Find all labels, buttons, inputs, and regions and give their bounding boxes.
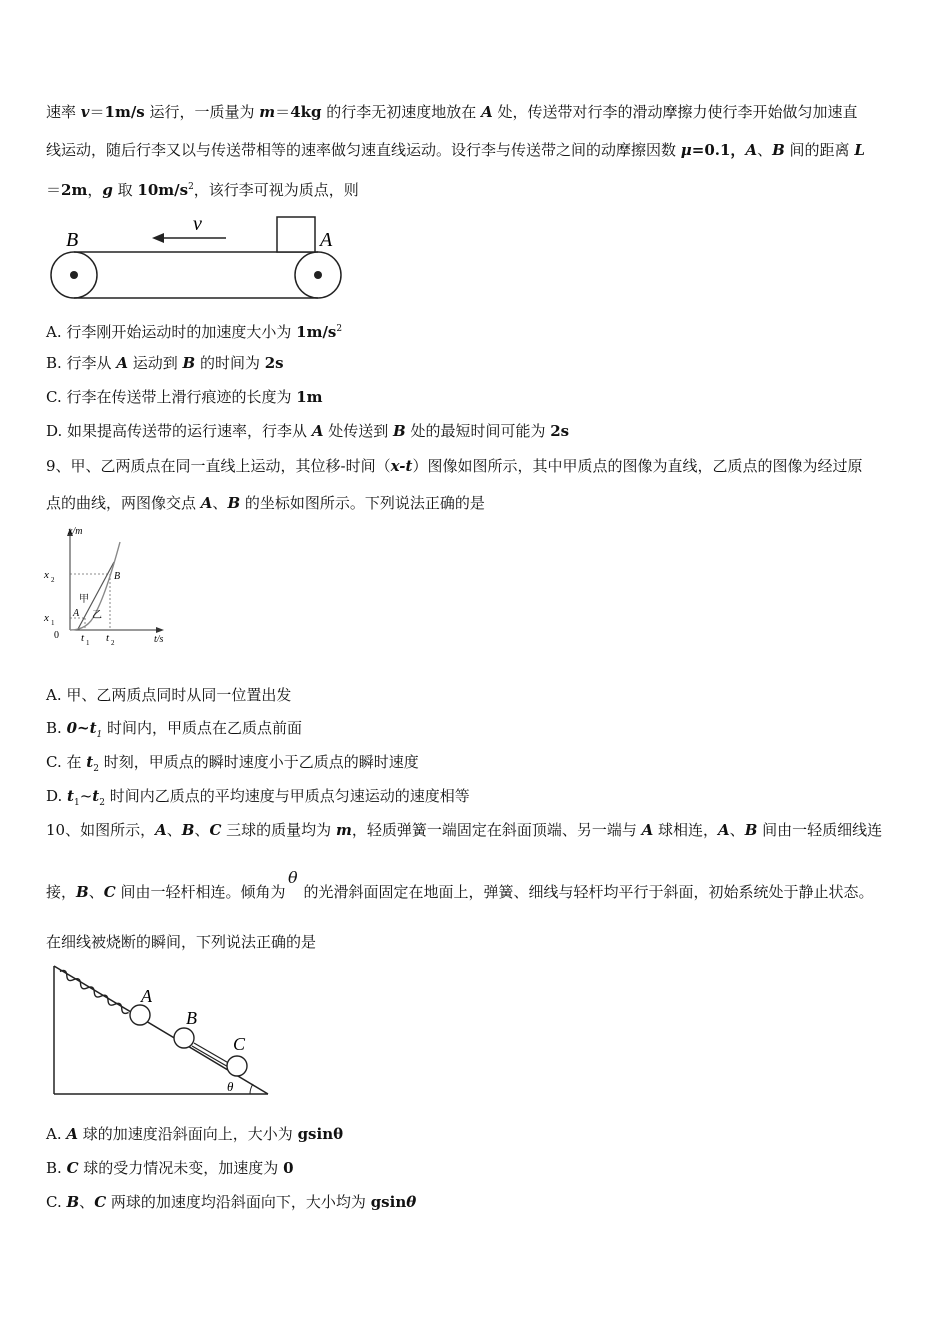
point-b-label: B xyxy=(114,571,121,582)
t1-label: t xyxy=(81,632,85,644)
q9-option-c: C. 在 $t_2$ 时刻，甲质点的瞬时速度小于乙质点的瞬时速度 xyxy=(46,753,419,774)
incline-figure xyxy=(46,962,276,1098)
jia-label: 甲 xyxy=(79,594,89,605)
conveyor-belt-figure xyxy=(46,208,346,304)
x-axis-label: t/s xyxy=(154,634,164,645)
label-a: A xyxy=(141,986,152,1006)
q10-line-2: 接，B、C 间由一轻杆相连。倾角为 的光滑斜面固定在地面上，弹簧、细线与轻杆均平行于斜面，初始系统处于静止状态。 xyxy=(46,883,874,901)
label-b: B xyxy=(66,229,79,251)
q10-line-1: 10、如图所示，A、B、C 三球的质量均为 m，轻质弹簧一端固定在斜面顶端、另一端与 A 球相连，A、B 间由一轻质细线连 xyxy=(46,821,883,839)
q10-line-3: 在细线被烧断的瞬间，下列说法正确的是 xyxy=(46,933,317,951)
q8-option-b: B. 行李从 A 运动到 B 的时间为 2s xyxy=(46,354,284,372)
xt-graph-figure xyxy=(40,522,180,650)
theta-symbol: θ xyxy=(288,868,298,887)
ball-b xyxy=(174,1028,194,1048)
t2-label: t xyxy=(106,632,110,644)
q8-option-a: A. 行李刚开始运动时的加速度大小为 $1m/s^2$ xyxy=(46,323,343,341)
q9-line-1: 9、甲、乙两质点在同一直线上运动，其位移-时间（x-t）图像如图所示，其中甲质点的图像为直线，乙质点的图像为经过原 xyxy=(46,457,863,475)
q8-line-3: ＝2m，g 取 $10m/s^2$，该行李可视为质点，则 xyxy=(46,181,359,199)
q10-option-a: A. A 球的加速度沿斜面向上，大小为 gsinθ xyxy=(46,1125,344,1143)
t1-sub: 1 xyxy=(86,639,90,647)
q9-option-b: B. $0\sim t_1$ 时间内，甲质点在乙质点前面 xyxy=(46,719,303,740)
q9-line-2: 点的曲线，两图像交点 A、B 的坐标如图所示。下列说法正确的是 xyxy=(46,494,485,512)
ball-c xyxy=(227,1056,247,1076)
x1-label: x xyxy=(44,612,49,624)
x1-sub: 1 xyxy=(51,619,55,627)
q8-option-c: C. 行李在传送带上滑行痕迹的长度为 1m xyxy=(46,388,323,406)
q10-option-b: B. C 球的受力情况未变，加速度为 0 xyxy=(46,1159,294,1177)
t2-sub: 2 xyxy=(111,639,115,647)
luggage-box xyxy=(277,217,315,252)
q10-option-c: C. B、C 两球的加速度均沿斜面向下，大小均为 gsinθ xyxy=(46,1193,417,1211)
label-v: v xyxy=(193,213,202,235)
velocity-arrow xyxy=(152,233,164,243)
q8-line-1: 速率 v＝1m/s 运行，一质量为 m＝4kg 的行李无初速度地放在 A 处，传送带对行李的滑动摩擦力使行李开始做匀加速直 xyxy=(46,103,858,121)
point-a-label: A xyxy=(73,608,80,619)
q9-option-a: A. 甲、乙两质点同时从同一位置出发 xyxy=(46,686,292,704)
origin-label: 0 xyxy=(54,630,59,641)
x2-label: x xyxy=(44,569,49,581)
yi-label: 乙 xyxy=(92,610,102,621)
label-c: C xyxy=(233,1034,246,1054)
x2-sub: 2 xyxy=(51,576,55,584)
q8-option-d: D. 如果提高传送带的运行速率，行李从 A 处传送到 B 处的最短时间可能为 2s xyxy=(46,422,570,440)
label-b: B xyxy=(186,1008,197,1028)
label-a: A xyxy=(320,229,333,251)
q9-option-d: D. $t_1\sim t_2$ 时间内乙质点的平均速度与甲质点匀速运动的速度相等 xyxy=(46,787,470,808)
theta-label: θ xyxy=(227,1079,234,1094)
y-axis-label: x/m xyxy=(68,526,83,537)
ball-a xyxy=(130,1005,150,1025)
q8-line-2: 线运动，随后行李又以与传送带相等的速率做匀速直线运动。设行李与传送带之间的动摩擦因数 μ=0.1，A、B 间的距离 L xyxy=(46,141,865,159)
